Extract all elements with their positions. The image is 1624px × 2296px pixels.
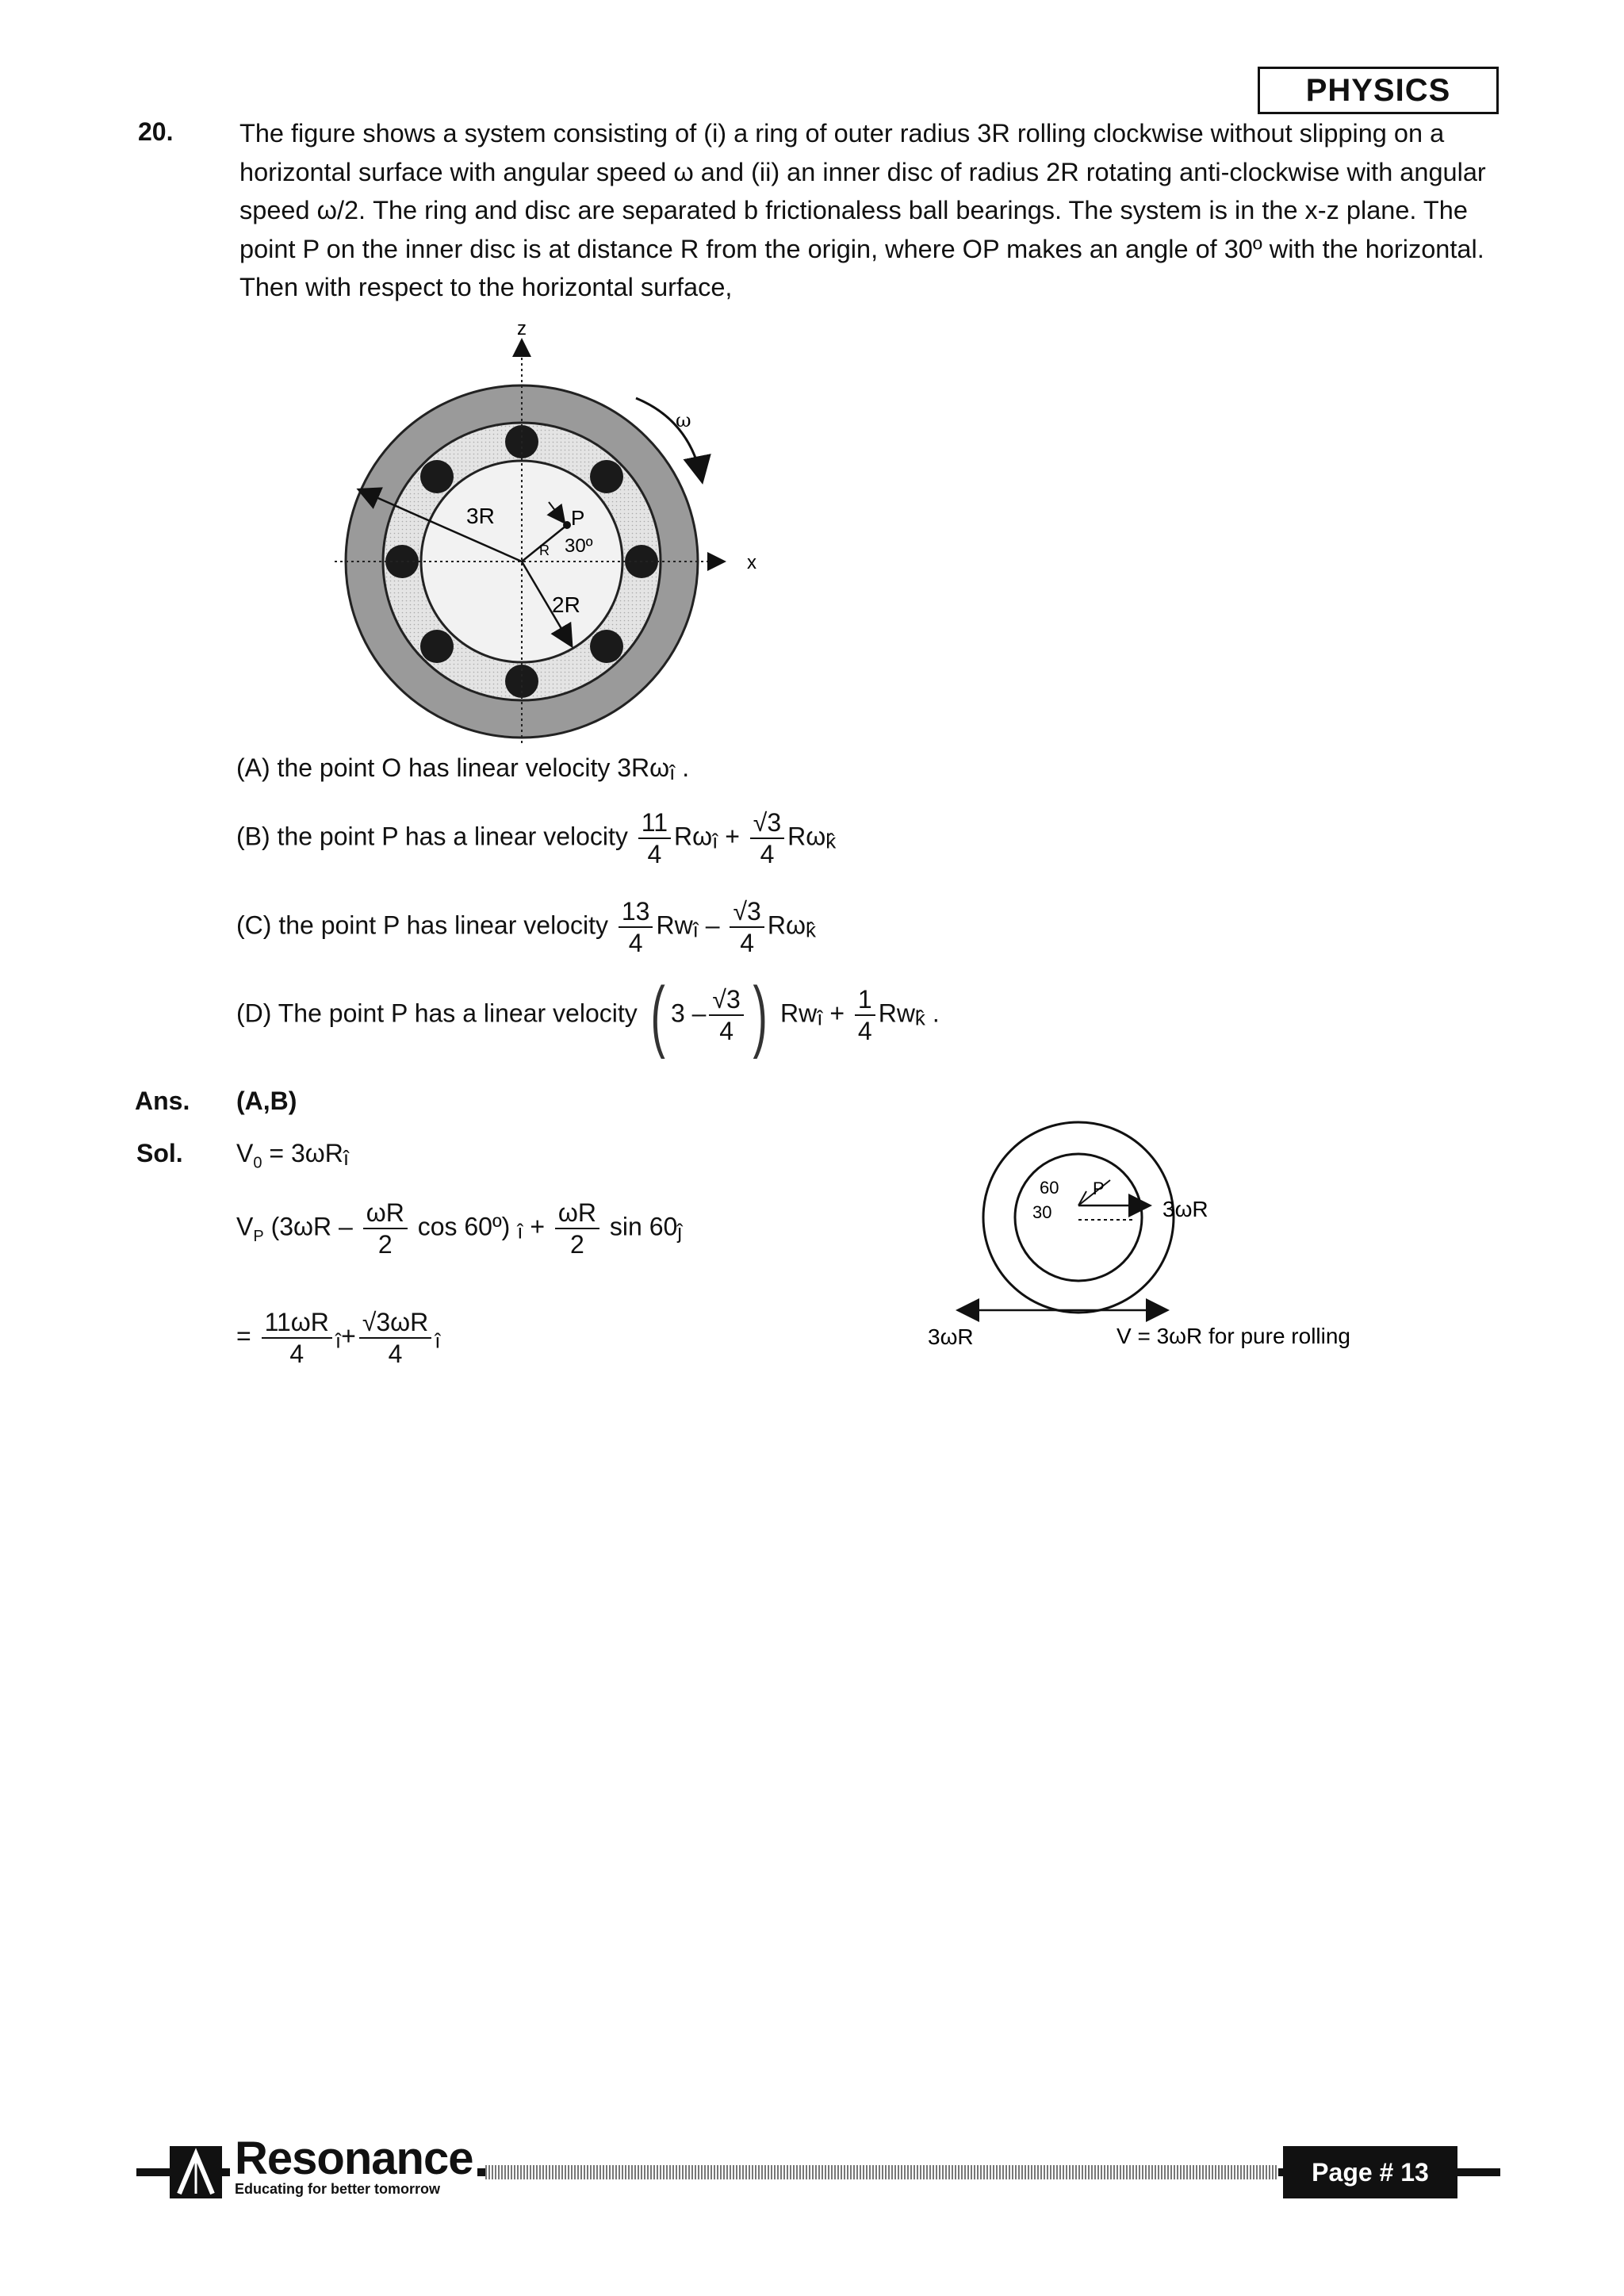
solution-line-1: $V_0$ = 3ωRî <box>236 1139 350 1172</box>
fraction: $\frac{\omega R}{2}$ <box>363 1198 408 1259</box>
brand-block <box>230 2133 477 2198</box>
operator: + <box>725 822 740 851</box>
paren-left: ( <box>650 971 665 1060</box>
operator: + <box>829 999 845 1028</box>
outer-circle <box>983 1122 1174 1313</box>
option-d <box>236 971 940 1060</box>
fig2-v-top: 3ωR <box>1162 1197 1208 1221</box>
term: Rw <box>878 999 915 1028</box>
question-number: 20. <box>138 117 174 146</box>
answer-label: Ans. <box>135 1087 190 1115</box>
fraction: $\frac{1}{4}$ <box>855 984 875 1046</box>
fraction: $\frac{√3}{4}$ <box>709 984 743 1046</box>
axis-x-label: x <box>747 552 756 573</box>
operator: + <box>530 1212 546 1241</box>
unit-vector: î <box>435 1328 441 1353</box>
rolling-figure <box>920 1118 1411 1356</box>
option-end: . <box>932 999 940 1028</box>
fraction: $\frac{√3}{4}$ <box>750 807 784 869</box>
fraction: $\frac{11}{4}$ <box>638 807 671 869</box>
unit-vector: î <box>692 918 699 942</box>
fraction: $\frac{√3}{4}$ <box>730 896 764 958</box>
option-c <box>236 896 816 958</box>
brand-tagline: Educating for better tomorrow <box>235 2181 441 2197</box>
fraction: $\frac{\omega R}{2}$ <box>555 1198 599 1259</box>
option-c-text: (C) the point P has linear velocity <box>236 910 608 940</box>
unit-vector: ĵ <box>677 1219 683 1244</box>
option-a <box>236 753 689 785</box>
subject-label: PHYSICS <box>1258 67 1499 114</box>
term: Rw <box>779 999 818 1028</box>
question-line: speed ω/2. The ring and disc are separated b frictionaless ball bearings. The system is in the x-z plane. The <box>239 196 1468 224</box>
term: Rω <box>674 822 713 851</box>
option-a-text: (A) the point O has linear velocity 3Rω <box>236 753 670 782</box>
question-line: The figure shows a system consisting of (i) a ring of outer radius 3R rolling clockwise without slipping on a <box>239 119 1445 148</box>
fig2-angle-60: 60 <box>1040 1178 1059 1198</box>
footer-rule-light <box>485 2165 1278 2179</box>
solution-label: Sol. <box>136 1139 183 1167</box>
label-angle: 30º <box>565 535 593 557</box>
resonance-logo-icon <box>170 2146 222 2198</box>
unit-vector: î <box>669 761 676 784</box>
label-r: R <box>539 542 550 558</box>
term: Rw <box>656 910 693 940</box>
question-line: point P on the inner disc is at distance R from the origin, where OP makes an angle of 30º with the horizontal. <box>239 234 1484 263</box>
fig2-angle-30: 30 <box>1032 1202 1052 1222</box>
fraction: $\frac{11\omega R}{4}$ <box>262 1307 332 1369</box>
fraction: $\frac{13}{4}$ <box>619 896 653 958</box>
fig2-v-left: 3ωR <box>928 1324 974 1349</box>
option-end: . <box>682 753 690 782</box>
term: 3 – <box>670 999 707 1028</box>
unit-vector: k̂ <box>805 918 816 942</box>
question-text <box>239 114 1508 307</box>
unit-vector: k̂ <box>914 1006 925 1030</box>
label-3r: 3R <box>466 504 495 528</box>
solution-line-2: $V_P$ (3ωR – $\frac{\omega R}{2}$ cos 60º) î + $\frac{\omega R}{2}$ sin 60ĵ <box>236 1198 683 1259</box>
option-d-text: (D) The point P has a linear velocity <box>236 999 638 1028</box>
unit-vector: î <box>343 1146 350 1170</box>
paren-right: ) <box>753 971 768 1060</box>
option-b <box>236 807 836 869</box>
question-line: Then with respect to the horizontal surface, <box>239 273 733 301</box>
operator: – <box>705 910 720 940</box>
term: Rω <box>787 822 826 851</box>
label-p: P <box>571 506 585 530</box>
term: Rω <box>767 910 806 940</box>
omega-label: ω <box>676 409 691 431</box>
option-b-text: (B) the point P has a linear velocity <box>236 822 628 851</box>
page-number: Page # 13 <box>1283 2146 1457 2198</box>
brand-name: Resonance <box>235 2133 473 2184</box>
unit-vector: î <box>712 829 718 853</box>
unit-vector: î <box>817 1006 823 1030</box>
answer-value: (A,B) <box>236 1087 297 1115</box>
solution-line-3: = $\frac{11\omega R}{4}$ î+ $\frac{√3\omega R}{4}$ î <box>236 1308 441 1368</box>
label-2r: 2R <box>552 592 580 617</box>
ring-disc-figure <box>317 309 777 761</box>
unit-vector: î <box>335 1328 342 1353</box>
fig2-label-p: P <box>1093 1179 1105 1198</box>
question-line: horizontal surface with angular speed ω and (ii) an inner disc of radius 2R rotating anti-clockwise with angular <box>239 157 1486 186</box>
unit-vector: î <box>517 1219 523 1244</box>
operator: + <box>341 1321 356 1351</box>
fraction: $\frac{√3\omega R}{4}$ <box>359 1307 431 1369</box>
unit-vector: k̂ <box>825 829 837 853</box>
axis-z-label: z <box>517 318 527 339</box>
fig2-v-note: V = 3ωR for pure rolling <box>1116 1324 1350 1348</box>
